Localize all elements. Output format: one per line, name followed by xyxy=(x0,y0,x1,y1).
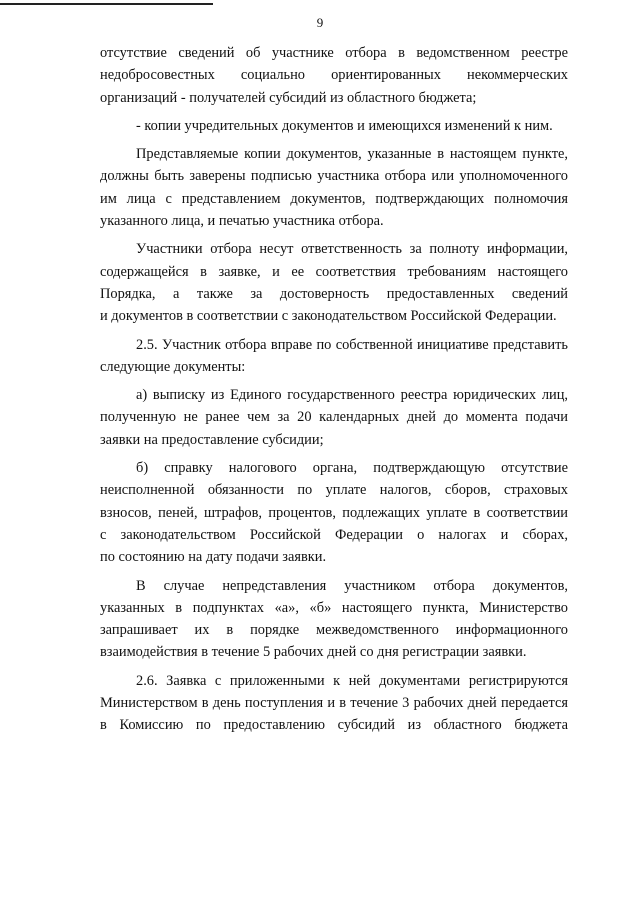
paragraph xyxy=(100,238,568,327)
text-line: с законодательством Российской Федерации о налогах и сборах, xyxy=(100,526,568,543)
text-line: 2.5. Участник отбора вправе по собственной инициативе представить xyxy=(136,336,568,353)
document-body xyxy=(100,42,568,737)
paragraph xyxy=(100,457,568,568)
text-line: должны быть заверены подписью участника отбора или уполномоченного xyxy=(100,168,568,185)
text-line: В случае непредставления участником отбора документов, xyxy=(136,577,568,594)
text-line: заявки на предоставление субсидии; xyxy=(100,431,324,448)
scan-edge-line xyxy=(0,3,213,5)
text-line: взносов, пеней, штрафов, процентов, подлежащих уплате в соответствии xyxy=(100,504,568,521)
text-line: неисполненной обязанности по уплате налогов, сборов, страховых xyxy=(100,482,568,499)
page-number: 9 xyxy=(316,15,324,30)
text-line: им лица с представлением документов, подтверждающих полномочия xyxy=(100,190,568,207)
text-line: б) справку налогового органа, подтверждающую отсутствие xyxy=(136,460,568,477)
text-line: по состоянию на дату подачи заявки. xyxy=(100,549,327,566)
text-line: Представляемые копии документов, указанные в настоящем пункте, xyxy=(136,146,568,163)
text-line: недобросовестных социально ориентированных некоммерческих xyxy=(100,67,568,84)
text-line: в Комиссию по предоставлению субсидий из областного бюджета xyxy=(100,717,568,734)
text-line: Участники отбора несут ответственность за полноту информации, xyxy=(136,241,568,258)
paragraph xyxy=(100,143,568,232)
text-line: полученную не ранее чем за 20 календарных дней до момента подачи xyxy=(100,409,568,426)
text-line: - копии учредительных документов и имеющихся изменений к ним. xyxy=(136,117,553,134)
paragraph xyxy=(100,42,568,109)
text-line: организаций - получателей субсидий из областного бюджета; xyxy=(100,89,477,106)
paragraph xyxy=(100,384,568,451)
text-line: указанного лица, и печатью участника отбора. xyxy=(100,213,384,230)
text-line: 2.6. Заявка с приложенными к ней документами регистрируются xyxy=(136,672,568,689)
text-line: Порядка, а также за достоверность предоставленных сведений xyxy=(100,285,568,302)
text-line: отсутствие сведений об участнике отбора в ведомственном реестре xyxy=(100,45,568,61)
paragraph xyxy=(100,115,568,137)
text-line: и документов в соответствии с законодательством Российской Федерации. xyxy=(100,308,557,325)
paragraph xyxy=(100,575,568,664)
text-line: а) выписку из Единого государственного реестра юридических лиц, xyxy=(136,387,568,404)
paragraph xyxy=(100,670,568,737)
text-line: указанных в подпунктах «а», «б» настоящего пункта, Министерство xyxy=(100,599,568,616)
text-line: Министерством в день поступления и в течение 3 рабочих дней передается xyxy=(100,695,568,712)
paragraph xyxy=(100,334,568,379)
text-line: запрашивает их в порядке межведомственного информационного xyxy=(100,622,568,639)
text-line: содержащейся в заявке, и ее соответствия требованиям настоящего xyxy=(100,263,568,280)
text-line: следующие документы: xyxy=(100,358,246,375)
text-line: взаимодействия в течение 5 рабочих дней со дня регистрации заявки. xyxy=(100,644,527,661)
